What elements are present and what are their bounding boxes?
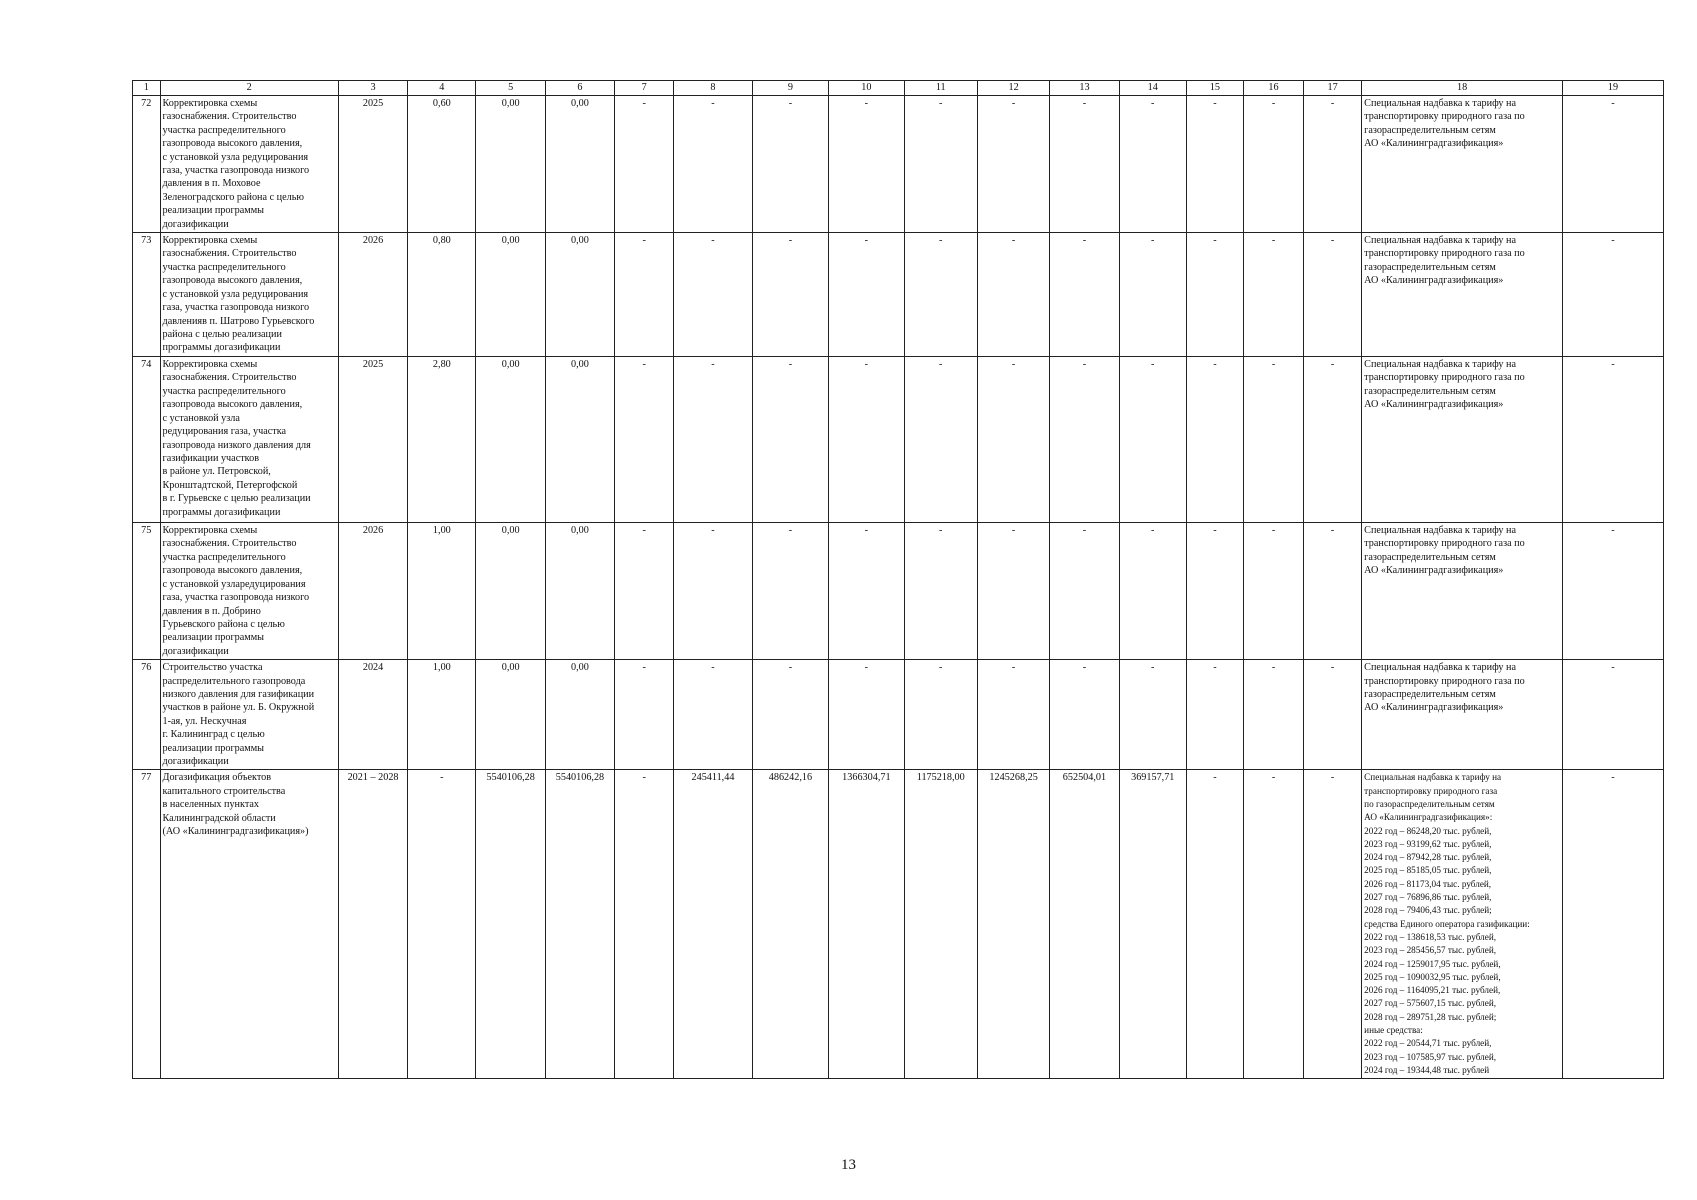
project-name-line: редуцирования газа, участка bbox=[162, 426, 287, 438]
value-cell-c4: 0,80 bbox=[408, 233, 476, 357]
project-name-line: Корректировка схемы bbox=[162, 359, 258, 371]
funding-source bbox=[1362, 96, 1563, 233]
project-name-line: газопровода высокого давления, bbox=[162, 565, 303, 577]
project-name-line: газоснабжения. Строительство bbox=[162, 372, 297, 384]
funding-source bbox=[1362, 523, 1563, 660]
value-cell-c6: 0,00 bbox=[545, 660, 614, 770]
value-cell-c8: - bbox=[674, 357, 752, 523]
value-cell-c15: - bbox=[1186, 660, 1243, 770]
table-row bbox=[133, 96, 1664, 233]
value-cell-c4: 1,00 bbox=[408, 660, 476, 770]
value-cell-c14: - bbox=[1119, 96, 1186, 233]
funding-source-line: 2026 год – 81173,04 тыс. рублей, bbox=[1364, 878, 1492, 889]
value-cell-c7: - bbox=[615, 523, 674, 660]
value-cell-c10: - bbox=[829, 357, 904, 523]
value-cell-c6: 0,00 bbox=[545, 523, 614, 660]
row-number: 75 bbox=[133, 523, 161, 660]
project-name-line: Гурьевского района с целью bbox=[162, 618, 285, 630]
funding-source-line: средства Единого оператора газификации: bbox=[1364, 918, 1530, 929]
project-name-line: Корректировка схемы bbox=[162, 525, 258, 537]
value-cell-c5: 0,00 bbox=[476, 660, 545, 770]
value-cell-c9: - bbox=[752, 96, 828, 233]
value-cell-c5: 0,00 bbox=[476, 96, 545, 233]
funding-source-line: 2023 год – 285456,57 тыс. рублей, bbox=[1364, 945, 1497, 956]
funding-source-line: 2028 год – 79406,43 тыс. рублей; bbox=[1364, 905, 1492, 916]
project-name-line: программы догазификации bbox=[162, 506, 281, 518]
project-name bbox=[160, 357, 338, 523]
value-cell-c11: 1175218,00 bbox=[904, 770, 977, 1079]
project-name-line: Корректировка схемы bbox=[162, 235, 258, 247]
funding-source-line: транспортировку природного газа по bbox=[1364, 248, 1525, 260]
value-cell-c15: - bbox=[1186, 357, 1243, 523]
funding-source-line: 2026 год – 1164095,21 тыс. рублей, bbox=[1364, 985, 1501, 996]
value-cell-c3: 2024 bbox=[338, 660, 407, 770]
value-cell-c12: - bbox=[977, 523, 1049, 660]
project-name-line: давления в п. Моховое bbox=[162, 178, 261, 190]
value-cell-c10: 1366304,71 bbox=[829, 770, 904, 1079]
funding-source-line: Специальная надбавка к тарифу на bbox=[1364, 359, 1517, 371]
funding-source bbox=[1362, 357, 1563, 523]
funding-source-line: газораспределительным сетям bbox=[1364, 124, 1496, 136]
funding-source-line: 2024 год – 1259017,95 тыс. рублей, bbox=[1364, 958, 1501, 969]
project-name-line: участка распределительного bbox=[162, 385, 286, 397]
value-cell-c19: - bbox=[1562, 357, 1663, 523]
funding-source-line: 2024 год – 19344,48 тыс. рублей bbox=[1364, 1064, 1490, 1075]
value-cell-c3: 2025 bbox=[338, 96, 407, 233]
project-name-line: газа, участка газопровода низкого bbox=[162, 302, 310, 314]
project-name-line: района с целью реализации bbox=[162, 328, 282, 340]
funding-source-line: газораспределительным сетям bbox=[1364, 688, 1496, 700]
value-cell-c6: 0,00 bbox=[545, 233, 614, 357]
page-number: 13 bbox=[841, 1157, 856, 1173]
funding-source-line: АО «Калининградгазификация» bbox=[1364, 702, 1504, 714]
value-cell-c13: 652504,01 bbox=[1050, 770, 1119, 1079]
value-cell-c13: - bbox=[1050, 523, 1119, 660]
column-number-header: 5 bbox=[476, 81, 545, 96]
project-name bbox=[160, 96, 338, 233]
program-table bbox=[132, 80, 1664, 1079]
value-cell-c7: - bbox=[615, 660, 674, 770]
value-cell-c5: 5540106,28 bbox=[476, 770, 545, 1079]
project-name-line: распределительного газопровода bbox=[162, 675, 306, 687]
value-cell-c17: - bbox=[1304, 233, 1362, 357]
column-number-header: 6 bbox=[545, 81, 614, 96]
value-cell-c3: 2021 – 2028 bbox=[338, 770, 407, 1079]
funding-source-line: 2024 год – 87942,28 тыс. рублей, bbox=[1364, 852, 1492, 863]
value-cell-c10: - bbox=[829, 233, 904, 357]
table-row bbox=[133, 523, 1664, 660]
column-number-header: 2 bbox=[160, 81, 338, 96]
column-number-header: 17 bbox=[1304, 81, 1362, 96]
value-cell-c14: - bbox=[1119, 660, 1186, 770]
funding-source-line: Специальная надбавка к тарифу на bbox=[1364, 662, 1517, 674]
value-cell-c16: - bbox=[1243, 660, 1303, 770]
table-body bbox=[133, 81, 1664, 1079]
column-number-header: 10 bbox=[829, 81, 904, 96]
value-cell-c7: - bbox=[615, 233, 674, 357]
funding-source bbox=[1362, 660, 1563, 770]
project-name-line: Калининградской области bbox=[162, 812, 276, 824]
value-cell-c17: - bbox=[1304, 96, 1362, 233]
funding-source-line: транспортировку природного газа bbox=[1364, 785, 1498, 796]
value-cell-c8: - bbox=[674, 523, 752, 660]
value-cell-c17: - bbox=[1304, 357, 1362, 523]
project-name-line: газоснабжения. Строительство bbox=[162, 538, 297, 550]
project-name bbox=[160, 233, 338, 357]
funding-source-line: транспортировку природного газа по bbox=[1364, 111, 1525, 123]
value-cell-c15: - bbox=[1186, 770, 1243, 1079]
value-cell-c17: - bbox=[1304, 660, 1362, 770]
value-cell-c13: - bbox=[1050, 357, 1119, 523]
value-cell-c11: - bbox=[904, 233, 977, 357]
project-name-line: участка распределительного bbox=[162, 124, 286, 136]
funding-source-line: 2022 год – 20544,71 тыс. рублей, bbox=[1364, 1038, 1492, 1049]
project-name-line: (АО «Калининградгазификация») bbox=[162, 826, 309, 837]
funding-source-line: по газораспределительным сетям bbox=[1364, 798, 1495, 809]
funding-source-line: 2028 год – 289751,28 тыс. рублей; bbox=[1364, 1011, 1497, 1022]
row-number: 74 bbox=[133, 357, 161, 523]
project-name-line: в г. Гурьевске с целью реализации bbox=[162, 493, 311, 505]
value-cell-c6: 0,00 bbox=[545, 357, 614, 523]
project-name-line: догазификации bbox=[162, 645, 229, 657]
project-name-line: газопровода низкого давления для bbox=[162, 439, 311, 451]
value-cell-c15: - bbox=[1186, 523, 1243, 660]
value-cell-c8: - bbox=[674, 96, 752, 233]
funding-source-line: транспортировку природного газа по bbox=[1364, 538, 1525, 550]
funding-source-line: АО «Калининградгазификация» bbox=[1364, 399, 1504, 411]
value-cell-c12: 1245268,25 bbox=[977, 770, 1049, 1079]
column-number-header: 7 bbox=[615, 81, 674, 96]
project-name-line: программы догазификации bbox=[162, 342, 281, 354]
value-cell-c15: - bbox=[1186, 233, 1243, 357]
project-name-line: давления в п. Добрино bbox=[162, 605, 261, 617]
project-name-line: низкого давления для газификации bbox=[162, 688, 315, 700]
project-name bbox=[160, 770, 338, 1079]
value-cell-c19: - bbox=[1562, 96, 1663, 233]
project-name-line: Зеленоградского района с целью bbox=[162, 191, 304, 203]
value-cell-c10: - bbox=[829, 96, 904, 233]
funding-source-line: Специальная надбавка к тарифу на bbox=[1364, 772, 1502, 783]
project-name-line: газопровода высокого давления, bbox=[162, 399, 303, 411]
value-cell-c16: - bbox=[1243, 96, 1303, 233]
value-cell-c14: - bbox=[1119, 357, 1186, 523]
column-number-header: 4 bbox=[408, 81, 476, 96]
funding-source-line: 2023 год – 93199,62 тыс. рублей, bbox=[1364, 838, 1492, 849]
project-name-line: догазификации bbox=[162, 218, 229, 230]
project-name-line: 1-ая, ул. Нескучная bbox=[162, 715, 247, 727]
row-number: 76 bbox=[133, 660, 161, 770]
project-name-line: с установкой узла редуцирования bbox=[162, 288, 309, 300]
funding-source-line: АО «Калининградгазификация»: bbox=[1364, 812, 1493, 823]
value-cell-c16: - bbox=[1243, 523, 1303, 660]
value-cell-c16: - bbox=[1243, 770, 1303, 1079]
funding-source-line: 2022 год – 138618,53 тыс. рублей, bbox=[1364, 931, 1497, 942]
funding-source-line: Специальная надбавка к тарифу на bbox=[1364, 235, 1517, 247]
value-cell-c8: 245411,44 bbox=[674, 770, 752, 1079]
project-name-line: реализации программы bbox=[162, 205, 265, 217]
value-cell-c9: 486242,16 bbox=[752, 770, 828, 1079]
funding-source-line: АО «Калининградгазификация» bbox=[1364, 565, 1504, 577]
project-name-line: Строительство участка bbox=[162, 662, 263, 674]
value-cell-c5: 0,00 bbox=[476, 523, 545, 660]
value-cell-c15: - bbox=[1186, 96, 1243, 233]
value-cell-c19: - bbox=[1562, 523, 1663, 660]
value-cell-c10: - bbox=[829, 660, 904, 770]
column-number-header: 15 bbox=[1186, 81, 1243, 96]
column-number-header: 13 bbox=[1050, 81, 1119, 96]
value-cell-c12: - bbox=[977, 357, 1049, 523]
value-cell-c9: - bbox=[752, 523, 828, 660]
value-cell-c11: - bbox=[904, 96, 977, 233]
value-cell-c17: - bbox=[1304, 770, 1362, 1079]
project-name-line: с установкой узларедуцирования bbox=[162, 578, 306, 590]
value-cell-c11: - bbox=[904, 357, 977, 523]
value-cell-c6: 0,00 bbox=[545, 96, 614, 233]
column-number-header: 11 bbox=[904, 81, 977, 96]
value-cell-c13: - bbox=[1050, 233, 1119, 357]
value-cell-c19: - bbox=[1562, 660, 1663, 770]
column-number-header: 8 bbox=[674, 81, 752, 96]
project-name bbox=[160, 523, 338, 660]
project-name-line: газопровода высокого давления, bbox=[162, 138, 303, 150]
column-number-header: 18 bbox=[1362, 81, 1563, 96]
value-cell-c11: - bbox=[904, 523, 977, 660]
value-cell-c14: - bbox=[1119, 233, 1186, 357]
project-name-line: участков в районе ул. Б. Окружной bbox=[162, 702, 315, 714]
column-number-header: 19 bbox=[1562, 81, 1663, 96]
funding-source-line: газораспределительным сетям bbox=[1364, 261, 1496, 273]
project-name bbox=[160, 660, 338, 770]
value-cell-c19: - bbox=[1562, 770, 1663, 1079]
value-cell-c7: - bbox=[615, 96, 674, 233]
funding-source-line: Специальная надбавка к тарифу на bbox=[1364, 98, 1517, 109]
value-cell-c12: - bbox=[977, 660, 1049, 770]
value-cell-c4: 0,60 bbox=[408, 96, 476, 233]
funding-source-line: иные средства: bbox=[1364, 1025, 1423, 1036]
value-cell-c14: 369157,71 bbox=[1119, 770, 1186, 1079]
value-cell-c3: 2025 bbox=[338, 357, 407, 523]
column-number-row bbox=[133, 81, 1664, 96]
value-cell-c11: - bbox=[904, 660, 977, 770]
funding-source-line: газораспределительным сетям bbox=[1364, 551, 1496, 563]
value-cell-c10: - bbox=[829, 523, 904, 660]
value-cell-c5: 0,00 bbox=[476, 233, 545, 357]
row-number: 77 bbox=[133, 770, 161, 1079]
value-cell-c9: - bbox=[752, 660, 828, 770]
value-cell-c13: - bbox=[1050, 96, 1119, 233]
value-cell-c7: - bbox=[615, 357, 674, 523]
project-name-line: газа, участка газопровода низкого bbox=[162, 165, 310, 177]
project-name-line: газификации участков bbox=[162, 452, 260, 464]
funding-source bbox=[1362, 233, 1563, 357]
funding-source-line: газораспределительным сетям bbox=[1364, 385, 1496, 397]
project-name-line: в районе ул. Петровской, bbox=[162, 466, 271, 478]
funding-source bbox=[1362, 770, 1563, 1079]
project-name-line: реализации программы bbox=[162, 742, 265, 754]
project-name-line: давленияв п. Шатрово Гурьевского bbox=[162, 315, 315, 327]
value-cell-c4: 2,80 bbox=[408, 357, 476, 523]
column-number-header: 12 bbox=[977, 81, 1049, 96]
table-row bbox=[133, 770, 1664, 1079]
value-cell-c14: - bbox=[1119, 523, 1186, 660]
project-name-line: капитального строительства bbox=[162, 785, 286, 797]
funding-source-line: 2022 год – 86248,20 тыс. рублей, bbox=[1364, 825, 1492, 836]
table-row bbox=[133, 233, 1664, 357]
value-cell-c4: - bbox=[408, 770, 476, 1079]
project-name-line: газоснабжения. Строительство bbox=[162, 111, 297, 123]
value-cell-c5: 0,00 bbox=[476, 357, 545, 523]
project-name-line: Догазификация объектов bbox=[162, 772, 272, 784]
funding-source-line: Специальная надбавка к тарифу на bbox=[1364, 525, 1517, 537]
project-name-line: реализации программы bbox=[162, 632, 265, 644]
project-name-line: догазификации bbox=[162, 755, 229, 767]
value-cell-c19: - bbox=[1562, 233, 1663, 357]
project-name-line: газопровода высокого давления, bbox=[162, 275, 303, 287]
value-cell-c12: - bbox=[977, 233, 1049, 357]
column-number-header: 1 bbox=[133, 81, 161, 96]
value-cell-c9: - bbox=[752, 233, 828, 357]
project-name-line: с установкой узла bbox=[162, 412, 240, 424]
project-name-line: Кронштадтской, Петергофской bbox=[162, 479, 298, 491]
row-number: 73 bbox=[133, 233, 161, 357]
funding-source-line: транспортировку природного газа по bbox=[1364, 675, 1525, 687]
funding-source-line: 2027 год – 76896,86 тыс. рублей, bbox=[1364, 892, 1492, 903]
project-name-line: с установкой узла редуцирования bbox=[162, 151, 309, 163]
row-number: 72 bbox=[133, 96, 161, 233]
table-row bbox=[133, 357, 1664, 523]
value-cell-c17: - bbox=[1304, 523, 1362, 660]
project-name-line: Корректировка схемы bbox=[162, 98, 258, 109]
funding-source-line: АО «Калининградгазификация» bbox=[1364, 138, 1504, 150]
value-cell-c9: - bbox=[752, 357, 828, 523]
value-cell-c16: - bbox=[1243, 233, 1303, 357]
value-cell-c4: 1,00 bbox=[408, 523, 476, 660]
funding-source-line: 2023 год – 107585,97 тыс. рублей, bbox=[1364, 1051, 1497, 1062]
project-name-line: газоснабжения. Строительство bbox=[162, 248, 297, 260]
column-number-header: 16 bbox=[1243, 81, 1303, 96]
table-row bbox=[133, 660, 1664, 770]
value-cell-c3: 2026 bbox=[338, 233, 407, 357]
value-cell-c3: 2026 bbox=[338, 523, 407, 660]
project-name-line: в населенных пунктах bbox=[162, 799, 260, 811]
column-number-header: 14 bbox=[1119, 81, 1186, 96]
value-cell-c8: - bbox=[674, 233, 752, 357]
project-name-line: газа, участка газопровода низкого bbox=[162, 592, 310, 604]
value-cell-c8: - bbox=[674, 660, 752, 770]
project-name-line: участка распределительного bbox=[162, 261, 286, 273]
project-name-line: г. Калининград с целью bbox=[162, 729, 265, 741]
value-cell-c7: - bbox=[615, 770, 674, 1079]
funding-source-line: 2027 год – 575607,15 тыс. рублей, bbox=[1364, 998, 1497, 1009]
column-number-header: 9 bbox=[752, 81, 828, 96]
funding-source-line: АО «Калининградгазификация» bbox=[1364, 275, 1504, 287]
value-cell-c6: 5540106,28 bbox=[545, 770, 614, 1079]
funding-source-line: 2025 год – 85185,05 тыс. рублей, bbox=[1364, 865, 1492, 876]
project-name-line: участка распределительного bbox=[162, 551, 286, 563]
value-cell-c13: - bbox=[1050, 660, 1119, 770]
value-cell-c16: - bbox=[1243, 357, 1303, 523]
funding-source-line: 2025 год – 1090032,95 тыс. рублей, bbox=[1364, 971, 1501, 982]
value-cell-c12: - bbox=[977, 96, 1049, 233]
funding-source-line: транспортировку природного газа по bbox=[1364, 372, 1525, 384]
column-number-header: 3 bbox=[338, 81, 407, 96]
